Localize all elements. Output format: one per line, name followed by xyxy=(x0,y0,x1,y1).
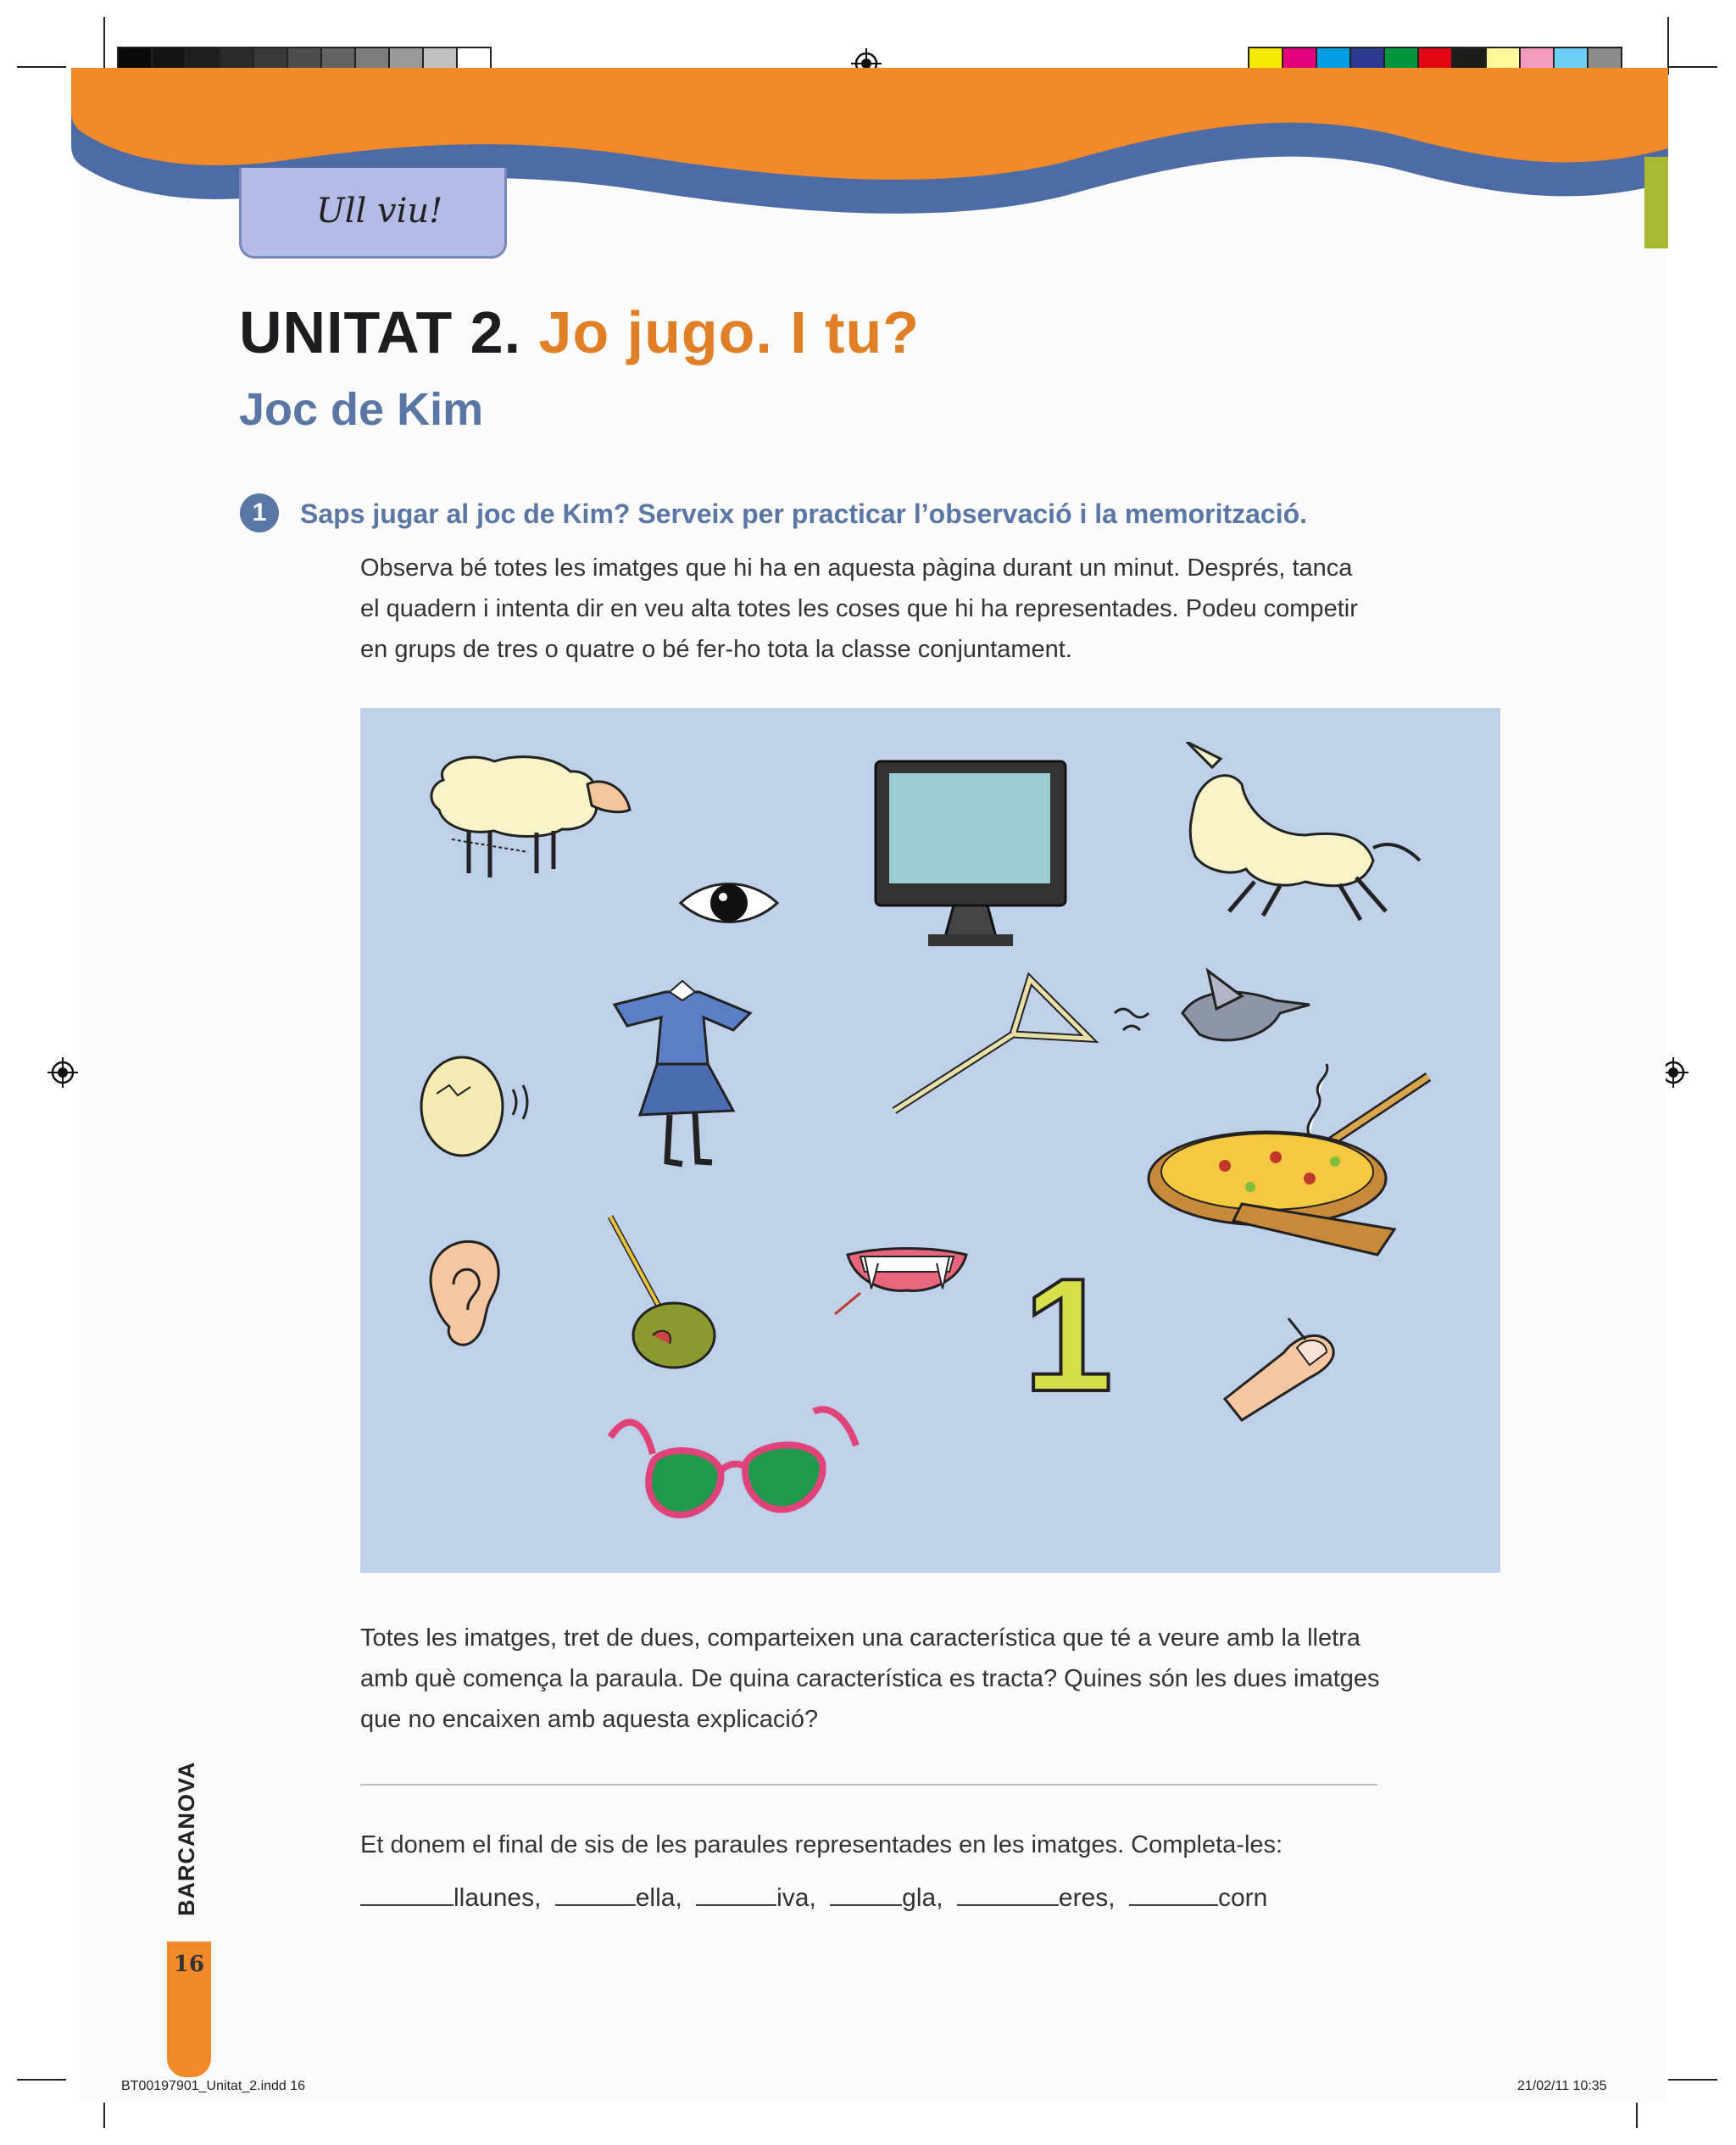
unicorn-icon xyxy=(1170,742,1424,928)
intro-paragraph xyxy=(360,548,1386,670)
paragraph-line: en grups de tres o quatre o bé fer-ho tota la classe conjuntament. xyxy=(360,636,1072,663)
print-slug-file: BT00197901_Unitat_2.indd 16 xyxy=(121,2079,306,2093)
unit-name: Jo jugo. I tu? xyxy=(538,299,920,365)
pigeon-icon xyxy=(1106,962,1318,1072)
tv-monitor-icon xyxy=(869,755,1072,958)
word-ending: corn xyxy=(1217,1884,1268,1912)
answer-line[interactable] xyxy=(360,1784,1377,1786)
word-blank[interactable] xyxy=(957,1882,1059,1906)
finger-icon xyxy=(1208,1306,1344,1424)
word-blank[interactable] xyxy=(1129,1882,1218,1906)
kim-game-illustration xyxy=(360,708,1500,1573)
paragraph-line: amb què comença la paraula. De quina característica es tracta? Quines són les dues imatges xyxy=(360,1665,1380,1692)
crop-mark xyxy=(103,17,105,75)
vampire-teeth-icon xyxy=(831,1238,983,1331)
eye-icon xyxy=(674,873,784,933)
olive-icon xyxy=(593,1208,729,1378)
second-question-paragraph xyxy=(360,1618,1386,1740)
glasses-icon xyxy=(602,1403,865,1547)
crop-mark xyxy=(1668,2079,1717,2081)
word-blank[interactable] xyxy=(696,1882,776,1906)
number-one-glyph: 1 xyxy=(1023,1255,1113,1407)
crop-mark xyxy=(17,2079,66,2081)
word-ending: llaunes, xyxy=(453,1884,542,1912)
word-ending: ella, xyxy=(635,1884,682,1912)
publisher-logo: BARCANOVA xyxy=(174,1761,199,1916)
paragraph-line: que no encaixen amb aquesta explicació? xyxy=(360,1706,819,1733)
page-subtitle: Joc de Kim xyxy=(239,384,484,435)
exercise-number-badge: 1 xyxy=(240,493,279,532)
page-number: 16 xyxy=(173,1952,205,1977)
paragraph-line: Totes les imatges, tret de dues, comparteixen una característica que té a veure amb la lletra xyxy=(360,1624,1360,1652)
page-title xyxy=(239,298,920,366)
unit-number: UNITAT 2. xyxy=(239,299,522,365)
registration-mark-icon xyxy=(47,1057,78,1088)
paragraph-line: Observa bé totes les imatges que hi ha en aquesta pàgina durant un minut. Després, tanca xyxy=(360,554,1353,582)
word-blank[interactable] xyxy=(360,1882,453,1906)
triangle-instrument-icon xyxy=(886,971,1106,1123)
uniform-icon xyxy=(598,971,767,1174)
word-blank[interactable] xyxy=(555,1882,636,1906)
exercise-question: Saps jugar al joc de Kim? Serveix per practicar l’observació i la memorització. xyxy=(300,499,1308,529)
section-tab-label: Ull viu! xyxy=(316,192,443,231)
ear-icon xyxy=(415,1234,509,1352)
egg-icon xyxy=(411,1043,547,1162)
word-ending: gla, xyxy=(902,1884,943,1912)
section-tab xyxy=(239,168,507,259)
print-slug-date: 21/02/11 10:35 xyxy=(1517,2079,1607,2093)
sheep-icon xyxy=(418,746,638,890)
pizza-icon xyxy=(1140,1060,1445,1263)
number-one-icon xyxy=(1021,1255,1115,1407)
word-completion-row xyxy=(360,1882,1267,1913)
paragraph-line: el quadern i intenta dir en veu alta totes les coses que hi ha representades. Podeu competir xyxy=(360,595,1358,622)
word-blank[interactable] xyxy=(830,1882,902,1906)
complete-instruction: Et donem el final de sis de les paraules representades en les imatges. Completa-les: xyxy=(360,1831,1283,1858)
word-ending: iva, xyxy=(776,1884,816,1912)
word-ending: eres, xyxy=(1058,1884,1116,1912)
